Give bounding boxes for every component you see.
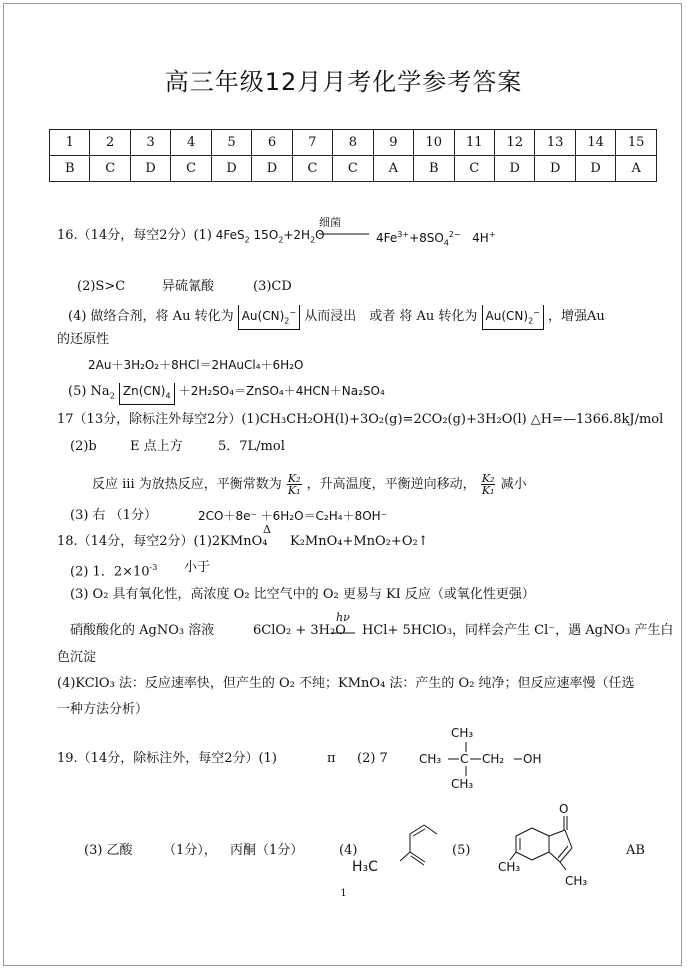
question-number-cell: 11 — [454, 130, 494, 156]
question-number-cell: 1 — [50, 130, 90, 156]
q19-p3a: (3) 乙酸 — [84, 843, 133, 858]
question-number-cell: 13 — [535, 130, 575, 156]
q16-p4-equation: 2Au＋3H₂O₂＋8HCl＝2HAuCl₄＋6H₂O — [88, 358, 304, 372]
q16-eq-right3: 4H — [472, 231, 489, 245]
k-ratio-2-top: K₂ — [481, 472, 495, 485]
q18-p4a: (4)KClO₃ 法：反应速率快，但产生的 O₂ 不纯；KMnO₄ 法：产生的 O₂ 纯净；但反应速率慢（任选 — [57, 676, 635, 691]
q16-p3: (3)CD — [253, 279, 292, 294]
q16-condition: 细菌 — [319, 216, 341, 229]
q16-heading: 16.（14分，每空2分）(1) 4FeS$_2$ $15O_2+2H_2O$ — [57, 228, 325, 245]
answer-cell: C — [292, 156, 332, 182]
answer-table-number-row — [50, 130, 657, 156]
question-number-cell: 9 — [373, 130, 413, 156]
q16-eq-right-group: $4Fe^{3+}+8SO_4^{2-}$ 4H+ — [376, 230, 496, 248]
q18-p3b-eq2: HCl+ 5HClO₃，同样会产生 Cl⁻，遇 AgNO₃ 产生白 — [362, 623, 674, 638]
q17-p2d-post: 减小 — [500, 477, 527, 492]
q17-p3a: (3) 右 （1分） — [70, 508, 157, 523]
answer-cell: D — [575, 156, 615, 182]
struct-ch3-bottom: CH₃ — [451, 777, 474, 791]
q18-p2b: 小于 — [184, 560, 211, 575]
diene-structure — [380, 818, 440, 888]
q19-heading: 19.（14分，除标注外，每空2分）(1) — [57, 751, 277, 766]
q17-p2a: (2)b — [70, 439, 97, 454]
q18-p2-line — [70, 559, 157, 581]
ketone-ch3-left: CH₃ — [498, 860, 521, 874]
struct-ch3-left: CH₃ — [419, 752, 442, 766]
q19-p3c: 丙酮（1分） — [230, 843, 304, 858]
q16-complex-box-1: $Au(CN)_2^-$ — [238, 305, 300, 330]
ketone-ch3-right: CH₃ — [565, 874, 588, 888]
diene-h3c: H₃C — [352, 859, 378, 875]
q18-light-condition: hν — [336, 611, 350, 624]
question-number-cell: 3 — [130, 130, 170, 156]
q16-p4-line — [68, 305, 605, 330]
q19-p4: (4) — [339, 843, 358, 858]
q16-p4d: 的还原性 — [57, 332, 110, 347]
q19-ab: AB — [626, 843, 645, 858]
q16-p2: (2)S>C — [77, 279, 126, 294]
ketone-oxygen: O — [559, 802, 569, 816]
struct-ch2: CH₂ — [482, 752, 505, 766]
q18-p4b: 一种方法分析） — [57, 702, 149, 717]
q16-p4box1: Au(CN) — [241, 309, 285, 323]
q16-p5-line: (5) $Na_2$ $Zn(CN)_4$ ＋2H₂SO₄＝ZnSO₄＋4HCN＋Na₂SO₄ — [68, 382, 385, 406]
q19-p3b: （1分）， — [163, 843, 217, 858]
page-title: 高三年级12月月考化学参考答案 — [164, 68, 523, 96]
question-number-cell: 14 — [575, 130, 615, 156]
question-number-cell: 6 — [252, 130, 292, 156]
k-ratio-1-bottom: K₁ — [287, 484, 301, 497]
answer-cell: B — [414, 156, 454, 182]
answer-cell: C — [333, 156, 373, 182]
q16-zinc-complex-box: $Zn(CN)_4$ — [119, 383, 175, 405]
struct-ch3-top: CH₃ — [451, 726, 474, 740]
q18-heading: 18.（14分，每空2分）(1)2KMnO₄ — [57, 534, 268, 549]
answer-cell: D — [130, 156, 170, 182]
q16-eq-mid3: O — [315, 228, 325, 242]
answer-cell: B — [50, 156, 90, 182]
answer-cell: D — [494, 156, 534, 182]
q17-heading: 17（13分，除标注外每空2分）(1)CH₃CH₂OH(l)+3O₂(g)=2CO₂(g)+3H₂O(l) △H=—1366.8kJ/mol — [57, 412, 664, 427]
q16-eq-left: 4FeS — [215, 228, 245, 242]
answer-cell: D — [252, 156, 292, 182]
q16-head: 16.（14分，每空2分）(1) — [57, 228, 212, 243]
question-number-cell: 12 — [494, 130, 534, 156]
q16-eq-right2: +8SO — [409, 231, 444, 245]
q16-p4b: 从而浸出 或者 将 Au 转化为 — [304, 309, 478, 324]
q17-p2d-pre: 反应 iii 为放热反应，平衡常数为 — [92, 477, 282, 492]
answer-cell: C — [171, 156, 211, 182]
q16-eq-mid2: +2H — [283, 228, 311, 242]
question-number-cell: 7 — [292, 130, 332, 156]
question-number-cell: 15 — [616, 130, 657, 156]
q16-reaction-arrow — [319, 232, 371, 236]
q18-p3: (3) O₂ 具有氧化性，高浓度 O₂ 比空气中的 O₂ 更易与 KI 反应（或氧化性更强） — [70, 587, 535, 602]
q16-p2b: 异硫氰酸 — [162, 279, 215, 294]
q18-p2a: (2) 1．2×10 — [70, 564, 150, 580]
q18-p2-exponent: -3 — [149, 563, 158, 572]
k-ratio-1 — [287, 473, 302, 496]
q16-p4box1-sub: 2 — [284, 316, 290, 326]
question-number-cell: 10 — [414, 130, 454, 156]
question-number-cell: 5 — [211, 130, 251, 156]
answer-cell: A — [373, 156, 413, 182]
answer-table — [49, 129, 657, 182]
q18-p3c: 色沉淀 — [57, 650, 97, 665]
q19-p5: (5) — [452, 843, 471, 858]
answer-cell: A — [616, 156, 657, 182]
q16-p5c: ＋2H₂SO₄＝ZnSO₄＋4HCN＋Na₂SO₄ — [178, 384, 385, 398]
q18-p3b-pre: 硝酸酸化的 AgNO₃ 溶液 — [70, 623, 215, 638]
k-ratio-2-bottom: K₁ — [481, 484, 495, 497]
q17-p2b: E 点上方 — [130, 439, 183, 454]
q16-eq-right: 4Fe — [376, 231, 398, 245]
struct-oh: OH — [523, 752, 542, 766]
q16-p4a: (4) 做络合剂，将 Au 转化为 — [68, 309, 234, 324]
page-number: 1 — [340, 888, 347, 899]
q18-p3b-eq1: 6ClO₂ + 3H₂O — [253, 623, 346, 638]
question-number-cell: 2 — [90, 130, 130, 156]
q16-p5a: (5) Na — [68, 384, 110, 399]
q16-p4box2-sub: 2 — [528, 316, 534, 326]
k-ratio-2 — [481, 473, 496, 496]
answer-cell: D — [535, 156, 575, 182]
q18-light-arrow — [331, 631, 357, 635]
q16-p5b: Zn(CN) — [122, 384, 166, 398]
struct-bonds — [410, 735, 550, 785]
question-number-cell: 4 — [171, 130, 211, 156]
q19-pi: π — [327, 751, 336, 766]
q16-p4box2: Au(CN) — [485, 309, 529, 323]
q16-eq-mid: 15O — [253, 228, 279, 242]
q17-p2c: 5．7L/mol — [218, 439, 285, 454]
struct-central-c: C — [460, 752, 469, 766]
q17-p2d-line — [92, 473, 527, 496]
q19-p2: (2) 7 — [357, 751, 388, 766]
answer-cell: C — [454, 156, 494, 182]
q17-p3b: 2CO＋8e⁻ ＋6H₂O＝C₂H₄＋8OH⁻ — [198, 509, 388, 523]
q17-p2d-mid: ，升高温度，平衡逆向移动， — [306, 477, 476, 492]
q18-head-post: K₂MnO₄+MnO₂+O₂↑ — [290, 534, 429, 549]
answer-cell: C — [90, 156, 130, 182]
answer-table-answer-row — [50, 156, 657, 182]
q16-complex-box-2: $Au(CN)_2^-$ — [482, 305, 544, 330]
question-number-cell: 8 — [333, 130, 373, 156]
q18-heat-condition: Δ — [263, 523, 271, 536]
q16-p4c: ，增强Au — [548, 309, 605, 324]
k-ratio-1-top: K₂ — [287, 472, 301, 485]
answer-cell: D — [211, 156, 251, 182]
